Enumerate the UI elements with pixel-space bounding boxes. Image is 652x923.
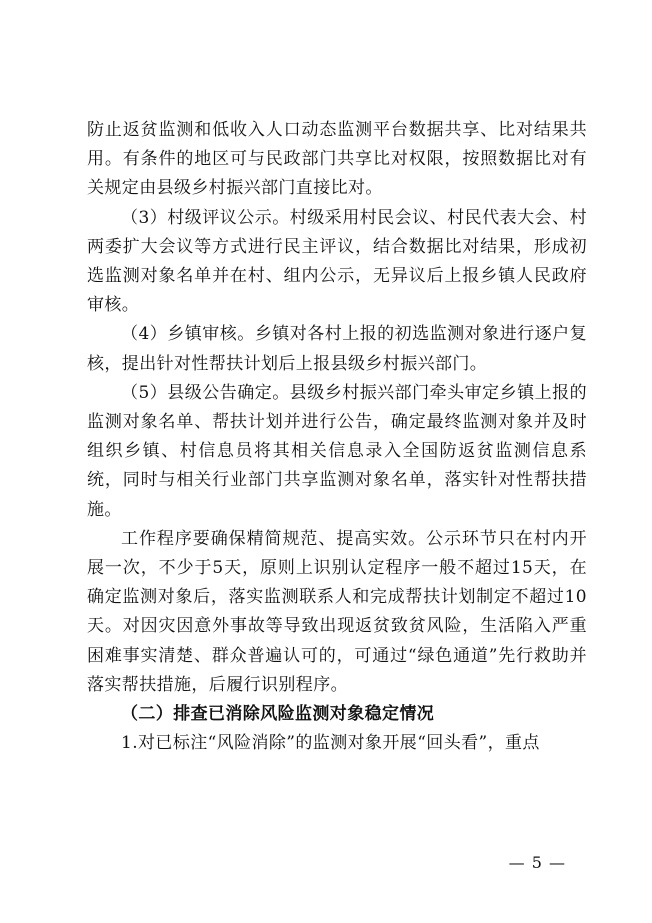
page-number: — 5 — — [508, 853, 566, 872]
paragraph-continued: 防止返贫监测和低收入人口动态监测平台数据共享、比对结果共用。有条件的地区可与民政部门共享比对权限，按照数据比对有关规定由县级乡村振兴部门直接比对。 — [87, 120, 587, 199]
document-body — [87, 116, 587, 758]
paragraph-village-review: （3）村级评议公示。村级采用村民会议、村民代表大会、村两委扩大会议等方式进行民主评议，结合数据比对结果，形成初选监测对象名单并在村、组内公示，无异议后上报乡镇人民政府审核。 — [87, 207, 587, 316]
section-heading: （二）排查已消除风险监测对象稳定情况 — [121, 704, 435, 725]
paragraph-item-1: 1.对已标注“风险消除”的监测对象开展“回头看”，重点 — [121, 733, 540, 754]
paragraph-work-procedure: 工作程序要确保精简规范、提高实效。公示环节只在村内开展一次，不少于5天，原则上识别认定程序一般不超过15天，在确定监测对象后，落实监测联系人和完成帮扶计划制定不超过10天。对因灾因意外事故等导致出现返贫致贫风险，生活陷入严重困难事实清楚、群众普遍认可的，可通过“绿色通道”先行救助并落实帮扶措施，后履行识别程序。 — [87, 528, 587, 695]
paragraph-township-review: （4）乡镇审核。乡镇对各村上报的初选监测对象进行逐户复核，提出针对性帮扶计划后上报县级乡村振兴部门。 — [87, 324, 587, 374]
paragraph-county-announcement: （5）县级公告确定。县级乡村振兴部门牵头审定乡镇上报的监测对象名单、帮扶计划并进行公告，确定最终监测对象并及时组织乡镇、村信息员将其相关信息录入全国防返贫监测信息系统，同时与相关行业部门共享监测对象名单，落实针对性帮扶措施。 — [87, 382, 587, 520]
